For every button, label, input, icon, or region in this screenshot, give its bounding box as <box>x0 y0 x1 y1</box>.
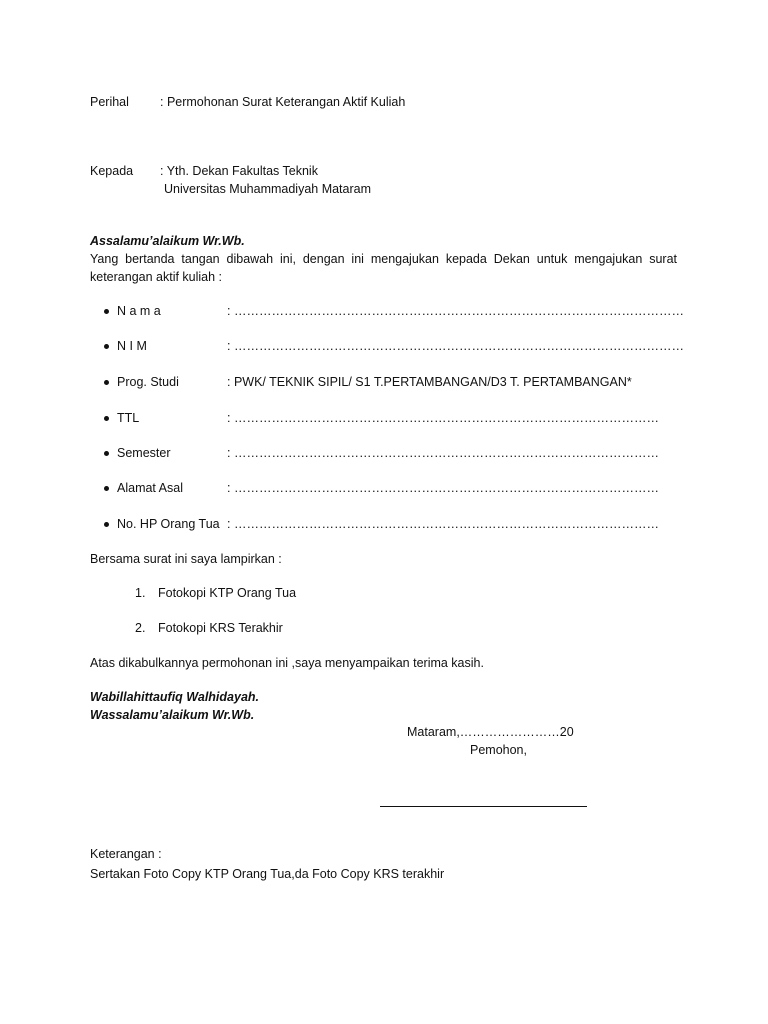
subject-value: : Permohonan Surat Keterangan Aktif Kuliah <box>160 95 406 109</box>
field-value: : ………………………………………………………………………………………… <box>227 517 659 531</box>
recipient-line-1: : Yth. Dekan Fakultas Teknik <box>160 164 318 178</box>
attachment-number: 1. <box>135 586 146 600</box>
field-value: : ………………………………………………………………………………………… <box>227 411 659 425</box>
opening-greeting: Assalamu’alaikum Wr.Wb. <box>90 234 245 248</box>
attachments-intro: Bersama surat ini saya lampirkan : <box>90 552 282 566</box>
field-label: N I M <box>117 339 147 353</box>
closing-text: Atas dikabulkannya permohonan ini ,saya menyampaikan terima kasih. <box>90 656 484 670</box>
note-label: Keterangan : <box>90 847 162 861</box>
field-value: : ………………………………………………………………………………………… <box>227 481 659 495</box>
bullet-icon <box>104 344 109 349</box>
recipient-line-2: Universitas Muhammadiyah Mataram <box>164 182 372 196</box>
signature-line <box>380 806 587 807</box>
bullet-icon <box>104 309 109 314</box>
field-value: : ………………………………………………………………………………………… <box>227 446 659 460</box>
recipient-label: Kepada <box>90 164 134 178</box>
field-value: : PWK/ TEKNIK SIPIL/ S1 T.PERTAMBANGAN/D3 T. PERTAMBANGAN* <box>227 375 632 389</box>
field-label: N a m a <box>117 304 161 318</box>
applicant-label: Pemohon, <box>470 743 527 757</box>
place-date: Mataram,……………………20 <box>407 725 574 739</box>
closing-greeting-2: Wassalamu’alaikum Wr.Wb. <box>90 708 255 722</box>
field-label: Semester <box>117 446 171 460</box>
field-value: : ……………………………………………………………………………………………… <box>227 339 684 353</box>
field-value: : ……………………………………………………………………………………………… <box>227 304 684 318</box>
field-label: Alamat Asal <box>117 481 184 495</box>
bullet-icon <box>104 380 109 385</box>
bullet-icon <box>104 486 109 491</box>
bullet-icon <box>104 451 109 456</box>
field-label: Prog. Studi <box>117 375 179 389</box>
closing-greeting-1: Wabillahittaufiq Walhidayah. <box>90 690 260 704</box>
bullet-icon <box>104 522 109 527</box>
intro-paragraph: Yang bertanda tangan dibawah ini, dengan ini mengajukan kepada Dekan untuk mengajukan surat keterangan aktif kuliah : <box>90 252 677 284</box>
subject-label: Perihal <box>90 95 129 109</box>
field-label: TTL <box>117 411 140 425</box>
attachment-text: Fotokopi KTP Orang Tua <box>158 586 297 600</box>
attachment-number: 2. <box>135 621 146 635</box>
bullet-icon <box>104 416 109 421</box>
field-label: No. HP Orang Tua <box>117 517 220 531</box>
note-text: Sertakan Foto Copy KTP Orang Tua,da Foto Copy KRS terakhir <box>90 867 445 881</box>
attachment-text: Fotokopi KRS Terakhir <box>158 621 283 635</box>
